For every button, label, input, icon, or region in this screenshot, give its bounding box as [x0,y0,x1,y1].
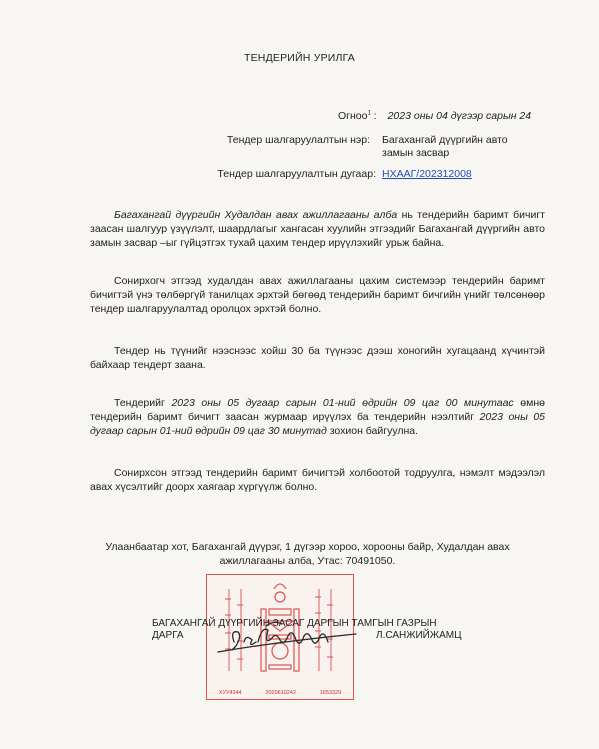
paragraph-deadline [90,396,545,438]
deadline-opening-time: 2023 оны 05 дугаар сарын 01-ний өдрийн 09 цаг 30 минутад [90,411,546,437]
paragraph-invitation [90,208,545,250]
signatory-name: Л.САНЖИЙЖАМЦ [376,630,462,641]
stamp-code: 2020610242 [265,690,297,696]
document-title: ТЕНДЕРИЙН УРИЛГА [243,52,355,64]
date-colon: : [373,110,377,122]
tender-number-link[interactable]: НХААГ/202312008 [382,168,472,180]
office-address: Улаанбаатар хот, Багахангай дүүрэг, 1 дүгээр хороо, хорооны байр, Худалдан авах ажиллагааны алба, Утас: 70491050. [105,541,510,567]
paragraph-validity-text: Тендер нь түүнийг нээснээс хойш 30 ба түүнээс дээш хоногийн хугацаанд хүчинтэй байхаар тендерт заана. [90,345,545,371]
handwritten-signature-icon [206,612,376,660]
tender-name-value: Багахангай дүүргийн авто замын засвар [382,134,508,159]
paragraph-validity [90,344,545,372]
signatory-title-line1: БАГАХАНГАЙ ДҮҮРГИЙН ЗАСАГ ДАРГЫН ТАМГЫН ГАЗРЫН [152,618,437,629]
date-footnote: 1 [367,110,371,117]
tender-name-label: Тендер шалгаруулалтын нэр: [226,134,370,146]
stamp-code: ХУУ4344 [218,690,242,696]
date-label: Огноо [338,110,368,122]
date-row [338,110,531,122]
deadline-text-a: Тендерийг [114,397,172,409]
procurement-office-name: Багахангай дүүргийн Худалдан авах ажиллагааны алба [114,209,398,221]
stamp-code: 1653329 [319,690,342,696]
tender-number-wrap [382,168,542,181]
tender-number-label: Тендер шалгаруулалтын дугаар: [217,168,376,180]
paragraph-review [90,274,545,316]
deadline-text-e: зохион байгуулна. [326,425,419,437]
paragraph-invitation-text: нь тендерийн баримт бичигт заасан шалгуур үзүүлэлт, шаардлагыг хангасан хуулийн этгээдийг Багахангай дүүргийн авто замын засвар –ыг гүйцэтгэх тухай цахим тендер ирүүлэхийг урьж байна. [90,209,545,249]
paragraph-contact-text: Сонирхсон этгээд тендерийн баримт бичигтэй холбоотой тодруулга, нэмэлт мэдээлэл авах хүсэлтийг доорх хаягаар хүргүүлж болно. [90,467,545,493]
paragraph-contact [90,466,545,494]
deadline-submission-time: 2023 оны 05 дугаар сарын 01-ний өдрийн 09 цаг 00 минутаас [171,397,514,409]
paragraph-review-text: Сонирхогч этгээд худалдан авах ажиллагааны цахим системээр тендерийн баримт бичигтэй үнэ төлбөргүй танилцах эрхтэй бөгөөд тендерийн баримт бичгийн үнийг төлсөнөөр тендер шалгаруулалтад оролцох эрхтэй болно. [90,275,545,315]
signatory-title-line2: ДАРГА [152,630,184,641]
deadline-text-c: өмнө тендерийн баримт бичигт заасан журмаар ирүүлэх ба тендерийн нээлтийг [90,397,545,423]
date-value: 2023 оны 04 дүгээр сарын 24 [387,110,532,122]
stamp-footer [207,690,353,696]
